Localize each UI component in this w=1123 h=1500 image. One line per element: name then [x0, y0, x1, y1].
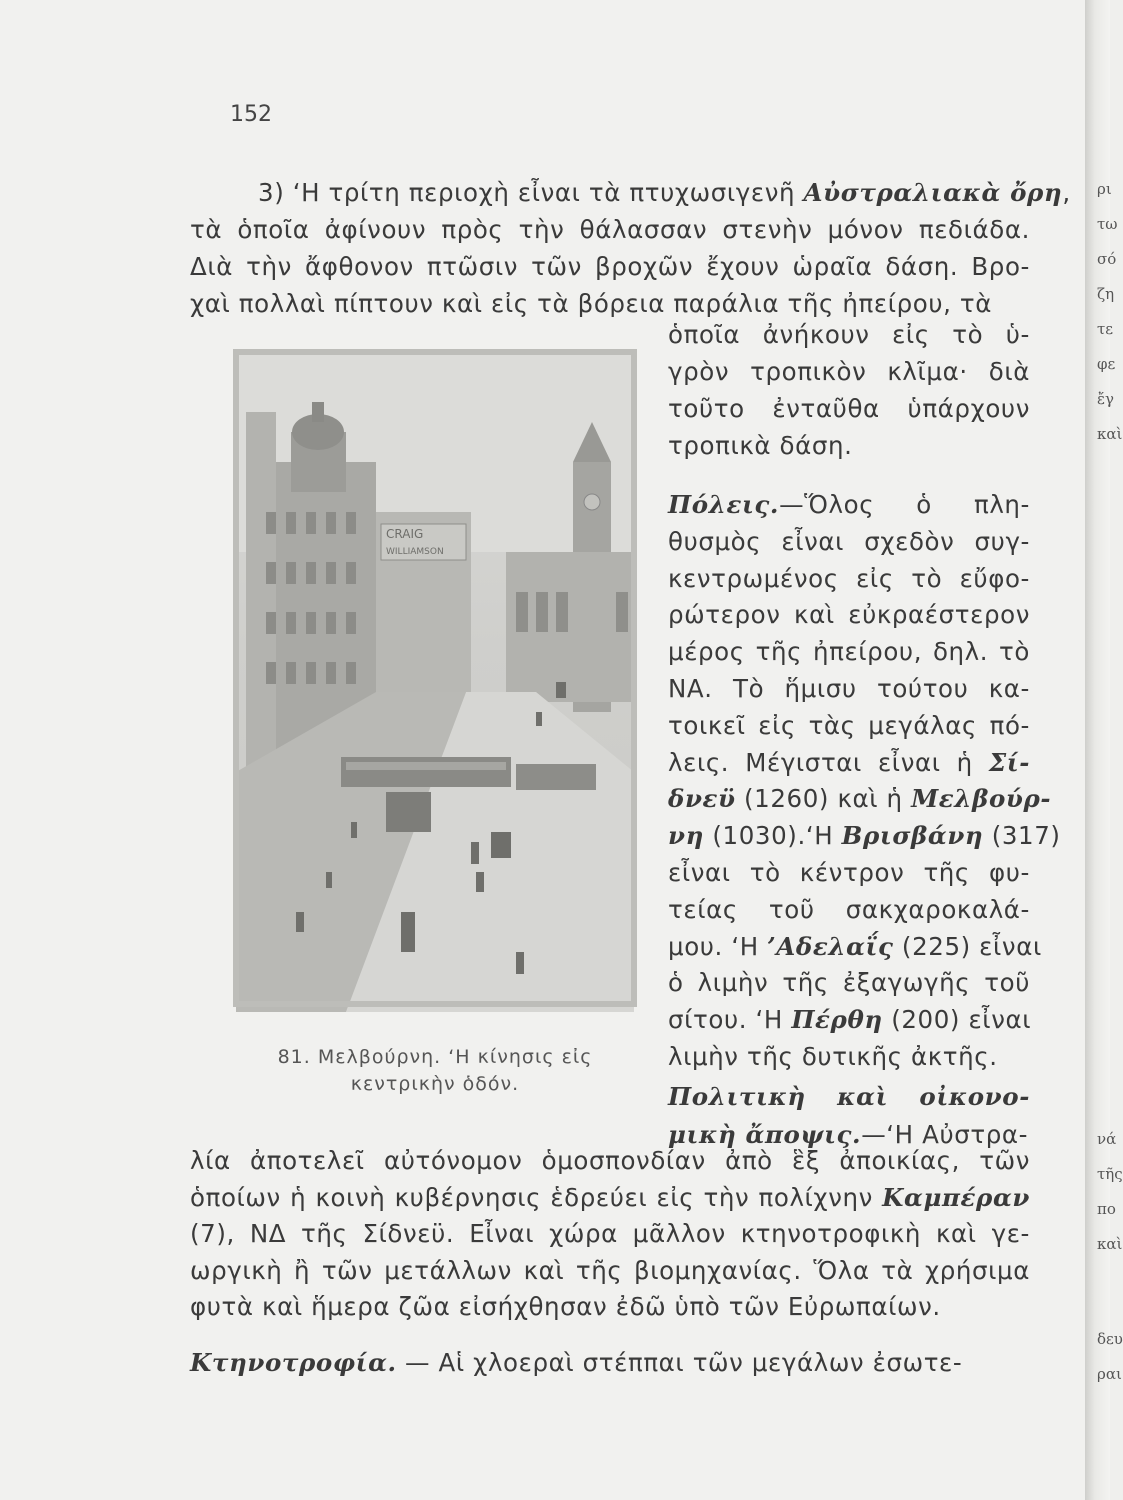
- para2-col-line: [668, 564, 1030, 594]
- emphasized-term: Αὐστραλιακὰ ὄρη: [803, 178, 1063, 207]
- facing-page-fragment: ἔγ: [1097, 390, 1115, 408]
- para1-line: [258, 178, 1071, 208]
- text-run: —Ὅλος ὁ πλη-: [779, 490, 1030, 519]
- text-run: ὁποίων ἡ κοινὴ κυβέρνησις ἑδρεύει εἰς τὴν πολίχνην: [190, 1182, 883, 1212]
- text-run: φυτὰ καὶ ἥμερα ζῶα εἰσήχθησαν ἐδῶ ὑπὸ τῶν Εὐρωπαίων.: [190, 1292, 941, 1321]
- para2-col-line: [668, 784, 1052, 814]
- text-run: ΝΑ. Τὸ ἥμισυ τούτου κα-: [668, 674, 1030, 703]
- text-run: μου. ‘Η: [668, 931, 768, 961]
- para1-line: [190, 252, 1030, 282]
- facing-page-fragment: καὶ: [1097, 1235, 1123, 1253]
- para2-col-line: [668, 1005, 1030, 1035]
- para2-col-line: [668, 931, 1042, 962]
- sign-craig: CRAIG: [386, 527, 424, 541]
- emphasized-term: Πόλεις.: [668, 490, 780, 519]
- para2-col-line: [668, 674, 1030, 704]
- facing-page-fragment: σό: [1097, 250, 1117, 268]
- text-run: —‘Η Αὐστρα-: [861, 1120, 1029, 1149]
- text-run: τροπικὰ δάση.: [668, 431, 853, 460]
- text-run: ωργικὴ ἢ τῶν μετάλλων καὶ τῆς βιομηχανίας. Ὅλα τὰ χρήσιμα: [190, 1255, 1030, 1285]
- facing-page-fragment: πο: [1097, 1200, 1116, 1218]
- para1-col-line: [668, 394, 1030, 424]
- text-run: (317): [983, 821, 1061, 851]
- facing-page-fragment: καὶ: [1097, 425, 1123, 443]
- facing-page-fragment: τω: [1097, 215, 1118, 233]
- text-run: (1260) καὶ ἡ: [735, 784, 912, 814]
- para2-col-line: [668, 490, 1030, 520]
- para1-col-line: [668, 320, 1030, 350]
- para2-col-line: [668, 858, 1030, 888]
- facing-page-fragment: ζη: [1097, 285, 1115, 303]
- text-run: λία ἀποτελεῖ αὐτόνομον ὁμοσπονδίαν ἀπὸ ἓξ ἀποικίας, τῶν: [190, 1146, 1030, 1175]
- facing-page-fragment: ραι: [1097, 1365, 1122, 1383]
- para2-col-line: [668, 968, 1030, 998]
- facing-page-fragment: τε: [1097, 320, 1114, 338]
- facing-page-fragment: δευ: [1097, 1330, 1123, 1348]
- para3-line: [190, 1292, 1030, 1322]
- text-run: (200) εἶναι: [882, 1005, 1032, 1035]
- sign-williamson: WILLIAMSON: [386, 547, 444, 557]
- emphasized-term: Πέρθη: [791, 1005, 883, 1035]
- para3-line: [190, 1183, 1030, 1213]
- photo-melbourne-street: [236, 352, 634, 1004]
- figure-caption-line-2: κεντρικὴν ὁδόν.: [350, 1073, 520, 1095]
- facing-page-fragment: τῆς: [1097, 1165, 1123, 1183]
- text-run: τὰ ὁποῖα ἀφίνουν πρὸς τὴν θάλασσαν στενὴν μόνον πεδιάδα.: [190, 215, 1030, 244]
- para2-col-line: [668, 527, 1030, 557]
- text-run: λεις. Μέγισται εἶναι ἡ: [668, 747, 989, 777]
- facing-page-fragment: νά: [1097, 1130, 1117, 1148]
- text-run: (225) εἶναι: [893, 931, 1042, 961]
- emphasized-term: δνεϋ: [668, 784, 736, 814]
- para3-line: [190, 1146, 1030, 1176]
- emphasized-term: ’Αδελαΐς: [767, 931, 894, 961]
- text-run: ,: [1062, 178, 1071, 207]
- facing-page-edge: [1085, 0, 1123, 1500]
- facing-page-fragment: φε: [1097, 355, 1116, 373]
- text-run: μέρος τῆς ἠπείρου, δηλ. τὸ: [668, 637, 1030, 667]
- emphasized-term: Πολιτικὴ καὶ οἰκονο-: [668, 1082, 1030, 1111]
- para1-line: [190, 215, 1030, 245]
- text-run: θυσμὸς εἶναι σχεδὸν συγ-: [668, 526, 1030, 556]
- text-run: λιμὴν τῆς δυτικῆς ἀκτῆς.: [668, 1042, 998, 1071]
- text-run: (1030).‘Η: [704, 821, 842, 851]
- text-run: τοικεῖ εἰς τὰς μεγάλας πό-: [668, 710, 1030, 740]
- para2-col-line: [668, 600, 1030, 630]
- text-run: χαὶ πολλαὶ πίπτουν καὶ εἰς τὰ βόρεια παράλια τῆς ἠπείρου, τὰ: [190, 289, 993, 318]
- para2-col-line: [668, 1042, 1030, 1072]
- figure-caption-line-1: 81. Μελβούρνη. ‘Η κίνησις εἰς: [277, 1046, 593, 1068]
- para4-line: [190, 1348, 1030, 1378]
- para3-line: [190, 1256, 1030, 1286]
- emphasized-term: νη: [668, 821, 705, 851]
- text-run: ρώτερον καὶ εὐκραέστερον: [668, 600, 1030, 630]
- para1-col-line: [668, 357, 1030, 387]
- text-run: γρὸν τροπικὸν κλῖμα· διὰ: [668, 357, 1030, 386]
- para2-col-line: [668, 711, 1030, 741]
- text-run: εἶναι τὸ κέντρον τῆς φυ-: [668, 858, 1030, 887]
- para2-col-line: [668, 637, 1030, 667]
- text-run: σίτου. ‘Η: [668, 1005, 792, 1035]
- emphasized-term: Κτηνοτροφία.: [190, 1348, 397, 1377]
- text-run: τείας τοῦ σακχαροκαλά-: [668, 894, 1030, 924]
- para3-line: [190, 1219, 1030, 1249]
- emphasized-term: μικὴ ἄποψις.: [668, 1120, 862, 1149]
- para1-col-line: [668, 431, 1030, 461]
- para1-line: [190, 289, 1030, 319]
- text-run: τοῦτο ἐνταῦθα ὑπάρχουν: [668, 394, 1030, 423]
- emphasized-term: Σί-: [988, 747, 1030, 777]
- para2-col-line: [668, 748, 1030, 778]
- text-run: Διὰ τὴν ἄφθονον πτῶσιν τῶν βροχῶν ἔχουν ὡραῖα δάση. Βρο-: [190, 252, 1030, 281]
- text-run: κεντρωμένος εἰς τὸ εὔφο-: [668, 563, 1030, 593]
- street-photo-drawing: [236, 352, 634, 1004]
- emphasized-term: Βρισβάνη: [841, 821, 984, 851]
- emphasized-term: Καμπέραν: [882, 1182, 1030, 1212]
- para2-col-line: [668, 821, 1061, 851]
- facing-page-fragment: ρι: [1097, 180, 1112, 198]
- text-run: (7), ΝΔ τῆς Σίδνεϋ. Εἶναι χώρα μᾶλλον κτηνοτροφικὴ καὶ γε-: [190, 1219, 1030, 1248]
- page-number: 152: [230, 102, 272, 127]
- emphasized-term: Μελβούρ-: [911, 784, 1052, 814]
- text-run: — Αἱ χλοεραὶ στέππαι τῶν μεγάλων ἐσωτε-: [396, 1348, 963, 1377]
- text-run: 3) ‘Η τρίτη περιοχὴ εἶναι τὰ πτυχωσιγενῆ: [258, 178, 804, 207]
- text-run: ὁ λιμὴν τῆς ἐξαγωγῆς τοῦ: [668, 968, 1030, 998]
- text-run: ὁποῖα ἀνήκουν εἰς τὸ ὑ-: [668, 320, 1030, 349]
- para2-col-line: [668, 895, 1030, 925]
- para3-col-line: [668, 1082, 1030, 1112]
